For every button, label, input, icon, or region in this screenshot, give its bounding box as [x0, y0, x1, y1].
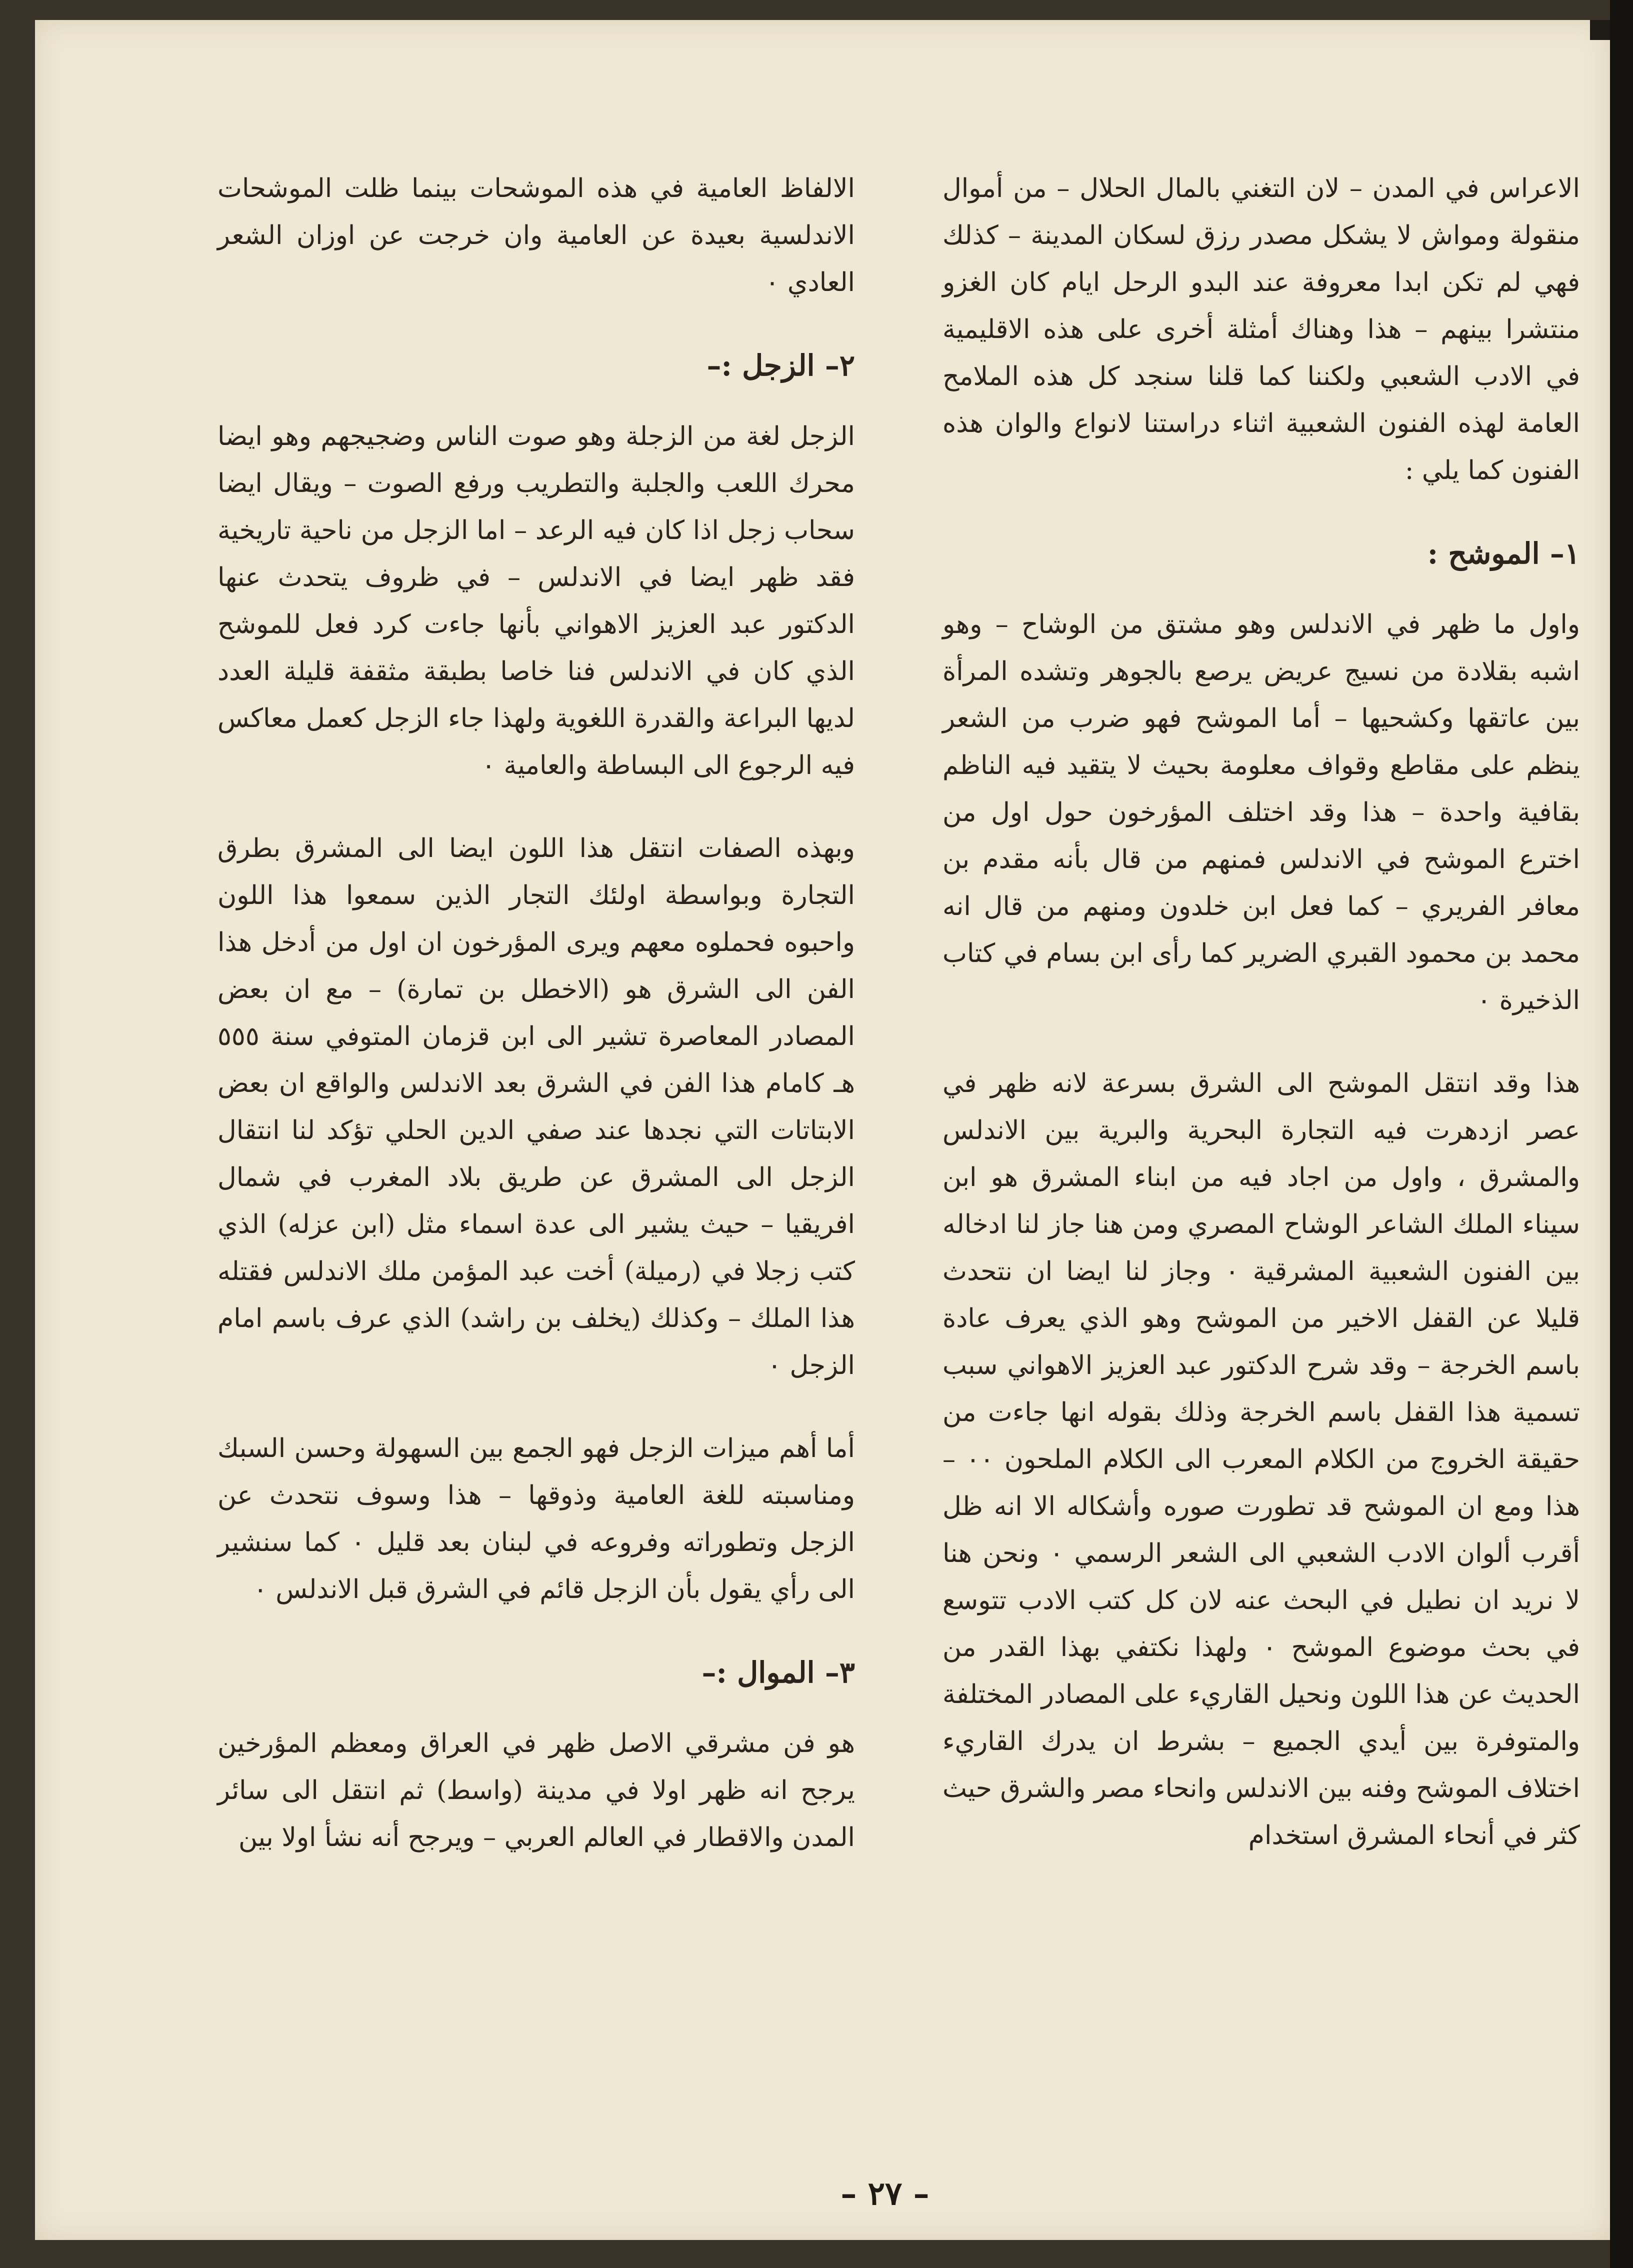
section-heading-muwashah: ١– الموشح :: [1427, 536, 1580, 570]
document-page: [35, 20, 1610, 2240]
paragraph: هذا وقد انتقل الموشح الى الشرق بسرعة لانه ظهر في عصر ازدهرت فيه التجارة البحرية والبرية بين الاندلس والمشرق ، واول من اجاد فيه من ابناء المشرق هو ابن سيناء الملك الشاعر الوشاح المصري ومن هنا جاز لنا ادخاله بين الفنون الشعبية المشرقية ٠ وجاز لنا ايضا ان نتحدث قليلا عن القفل الاخير من الموشح وهو الذي يعرف عادة باسم الخرجة – وقد شرح الدكتور عبد العزيز الاهواني سبب تسمية هذا القفل باسم الخرجة وذلك بقوله انها جاءت من حقيقة الخروج من الكلام المعرب الى الكلام الملحون ٠٠ – هذا ومع ان الموشح قد تطورت صوره وأشكاله الا انه ظل أقرب ألوان الادب الشعبي الى الشعر الرسمي ٠ ونحن هنا لا نريد ان نطيل في البحث عنه لان كل كتب الادب تتوسع في بحث موضوع الموشح ٠ ولهذا نكتفي بهذا القدر من الحديث عن هذا اللون ونحيل القاريء على المصادر المختلفة والمتوفرة بين أيدي الجميع – بشرط ان يدرك القاريء اختلاف الموشح وفنه بين الاندلس وانحاء مصر والشرق حيث كثر في أنحاء المشرق استخدام: [942, 1068, 1580, 1850]
paragraph: هو فن مشرقي الاصل ظهر في العراق ومعظم المؤرخين يرجح انه ظهر اولا في مدينة (واسط) ثم انتقل الى سائر المدن والاقطار في العالم العربي – ويرجح أنه نشأ اولا بين: [218, 1728, 855, 1852]
paragraph: الاعراس في المدن – لان التغني بالمال الحلال – من أموال منقولة ومواش لا يشكل مصدر رزق لسكان المدينة – كذلك فهي لم تكن ابدا معروفة عند البدو الرحل ايام كان الغزو منتشرا بينهم – هذا وهناك أمثلة أخرى على هذه الاقليمية في الادب الشعبي ولكننا كما قلنا سنجد كل هذه الملامح العامة لهذه الفنون الشعبية اثناء دراستنا لانواع والوان هذه الفنون كما يلي :: [942, 174, 1580, 486]
section-heading-zajal: ٢– الزجل :–: [706, 348, 855, 382]
paragraph: وبهذه الصفات انتقل هذا اللون ايضا الى المشرق بطرق التجارة وبواسطة اولئك التجار الذين سمعوا هذا اللون واحبوه فحملوه معهم ويرى المؤرخون ان اول من أدخل هذا الفن الى الشرق هو (الاخطل بن تمارة) – مع ان بعض المصادر المعاصرة تشير الى ابن قزمان المتوفي سنة ٥٥٥ هـ كامام هذا الفن في الشرق بعد الاندلس والواقع ان بعض الابتاتات التي نجدها عند صفي الدين الحلي تؤكد لنا انتقال الزجل الى المشرق عن طريق بلاد المغرب في شمال افريقيا – حيث يشير الى عدة اسماء مثل (ابن عزله) الذي كتب زجلا في (رميلة) أخت عبد المؤمن ملك الاندلس فقتله هذا الملك – وكذلك (يخلف بن راشد) الذي عرف باسم امام الزجل ٠: [218, 834, 855, 1380]
left-text-column: [218, 165, 855, 1897]
paragraph: أما أهم ميزات الزجل فهو الجمع بين السهولة وحسن السبك ومناسبته للغة العامية وذوقها – هذا وسوف نتحدث عن الزجل وتطوراته وفروعه في لبنان بعد قليل ٠ كما سنشير الى رأي يقول بأن الزجل قائم في الشرق قبل الاندلس ٠: [218, 1434, 855, 1604]
paragraph: الزجل لغة من الزجلة وهو صوت الناس وضجيجهم وهو ايضا محرك اللعب والجلبة والتطريب ورفع الصوت – ويقال ايضا سحاب زجل اذا كان فيه الرعد – اما الزجل من ناحية تاريخية فقد ظهر ايضا في الاندلس – في ظروف يتحدث عنها الدكتور عبد العزيز الاهواني بأنها جاءت كرد فعل للموشح الذي كان في الاندلس فنا خاصا بطبقة مثقفة قليلة العدد لديها البراعة والقدرة اللغوية ولهذا جاء الزجل كعمل معاكس فيه الرجوع الى البساطة والعامية ٠: [218, 422, 855, 780]
page-corner-shadow: [1590, 20, 1610, 40]
page-number: – ٢٧ –: [840, 2175, 930, 2212]
scan-edge: [1610, 0, 1633, 2268]
paragraph: الالفاظ العامية في هذه الموشحات بينما ظلت الموشحات الاندلسية بعيدة عن العامية وان خرجت عن اوزان الشعر العادي ٠: [218, 174, 855, 298]
right-text-column: [942, 165, 1580, 1895]
paragraph: واول ما ظهر في الاندلس وهو مشتق من الوشاح – وهو اشبه بقلادة من نسيج عريض يرصع بالجوهر وتشده المرأة بين عاتقها وكشحيها – أما الموشح فهو ضرب من الشعر ينظم على مقاطع وقواف معلومة بحيث لا يتقيد فيه الناظم بقافية واحدة – هذا وقد اختلف المؤرخون حول اول من اخترع الموشح في الاندلس فمنهم من قال بأنه مقدم بن معافر الفريري – كما فعل ابن خلدون ومنهم من قال انه محمد بن محمود القبري الضرير كما رأى ابن بسام في كتاب الذخيرة ٠: [942, 610, 1580, 1016]
section-heading-mawwal: ٣– الموال :–: [702, 1656, 855, 1690]
